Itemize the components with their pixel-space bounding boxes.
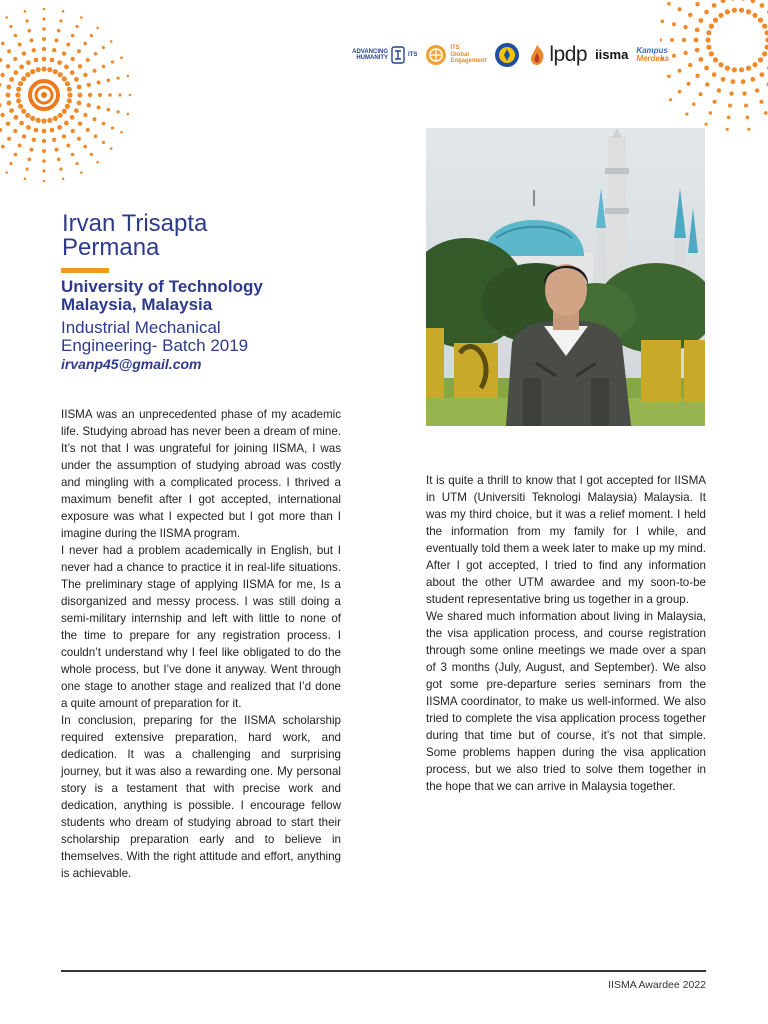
burst-dot — [19, 65, 24, 70]
burst-dot — [725, 66, 730, 71]
story-right-column — [426, 472, 706, 795]
burst-dot — [678, 7, 682, 11]
footer-divider — [61, 970, 706, 972]
burst-dot — [70, 70, 75, 75]
burst-dot — [709, 24, 714, 29]
burst-dot — [746, 66, 751, 71]
burst-dot — [25, 113, 30, 118]
burst-dot — [108, 93, 112, 97]
burst-dot — [78, 64, 82, 68]
name-line2: Permana — [62, 234, 160, 261]
burst-dot — [15, 92, 20, 97]
burst-dot — [93, 69, 97, 73]
burst-dot — [713, 18, 718, 23]
study-program — [61, 319, 361, 355]
story-paragraph: It is quite a thrill to know that I got accepted for IISMA in UTM (Universiti Teknologi Malaysia) Malaysia. It was my third choice, but it was a relief moment. I held the information from my family for I while, and eventually told them a week later to make up my mind. After I got accepted, I tried to find any information about the other UTM awardee and my soon-to-be student representative bring us together in a group. — [426, 474, 706, 606]
burst-dot — [71, 34, 75, 38]
its-emblem-icon — [391, 46, 405, 64]
awardee-photo — [426, 128, 705, 426]
burst-dot — [32, 138, 36, 142]
burst-dot — [721, 0, 726, 3]
burst-dot — [661, 20, 665, 24]
burst-core — [41, 92, 47, 98]
burst-dot — [50, 58, 55, 63]
burst-dot — [695, 28, 700, 33]
burst-dot — [744, 104, 748, 108]
burst-dot — [52, 48, 56, 52]
program-line1: Industrial Mechanical — [61, 318, 221, 337]
burst-dot — [117, 77, 120, 80]
burst-dot — [58, 72, 63, 77]
burst-dot — [712, 3, 717, 8]
burst-dot — [30, 38, 34, 42]
partner-logo-bar — [348, 38, 710, 72]
burst-dot — [24, 178, 27, 181]
burst-dot — [28, 29, 32, 33]
burst-dot — [42, 17, 45, 20]
burst-dot — [42, 27, 46, 31]
iisma-text: iisma — [595, 47, 629, 62]
story-paragraph: In conclusion, preparing for the IISMA scholarship required extensive preparation, hard work, and dedication. It was a challenging and surprising journey, but it was also a rewarding one. My personal story is a testament that with precise work and dedication, anything is possible. I encourage fellow students who dream of studying abroad to start their scholarship preparation early and to believe in themselves. With the right attitude and effort, anything is achievable. — [61, 714, 341, 880]
globe-icon — [425, 44, 447, 66]
burst-dot — [9, 77, 14, 82]
kampus-merdeka-logo — [636, 47, 668, 63]
burst-dot — [65, 81, 70, 86]
burst-dot — [74, 108, 79, 113]
burst-dot — [90, 153, 93, 156]
burst-dot — [75, 25, 78, 28]
merdeka-text: Merdeka — [636, 54, 669, 63]
burst-dot — [62, 76, 67, 81]
burst-dot — [83, 42, 87, 46]
burst-dot — [688, 13, 692, 17]
burst-dot — [80, 16, 83, 19]
burst-dot — [14, 153, 18, 157]
burst-dot — [57, 29, 61, 33]
university-line2: Malaysia, Malaysia — [61, 295, 213, 314]
burst-dot — [71, 129, 75, 133]
burst-dot — [760, 72, 765, 77]
burst-dot — [32, 48, 36, 52]
burst-dot — [729, 91, 733, 95]
burst-dot — [6, 122, 10, 126]
burst-dot — [30, 148, 34, 152]
burst-dot — [83, 113, 87, 117]
burst-dot — [66, 43, 70, 47]
burst-dot — [0, 73, 4, 77]
burst-dot — [22, 134, 26, 138]
burst-dot — [83, 73, 87, 77]
burst-dot — [41, 66, 46, 71]
burst-dot — [107, 79, 111, 83]
its-advancing-humanity-logo — [348, 46, 417, 64]
burst-dot — [94, 134, 98, 138]
burst-dot — [97, 81, 101, 85]
burst-dot — [18, 43, 22, 47]
burst-dot — [19, 121, 24, 126]
burst-dot — [9, 162, 12, 165]
burst-dot — [667, 74, 671, 78]
its-global-line3: Engagement — [450, 58, 487, 65]
burst-dot — [6, 64, 10, 68]
burst-dot — [14, 70, 19, 75]
burst-dot — [127, 75, 130, 78]
burst-dot — [9, 108, 14, 113]
burst-dot — [751, 0, 756, 3]
burst-dot — [47, 118, 52, 123]
burst-dot — [42, 159, 46, 163]
burst-dot — [42, 139, 46, 143]
burst-dot — [741, 79, 746, 84]
burst-dot — [25, 72, 30, 77]
burst-dot — [102, 46, 105, 49]
burst-dot — [87, 103, 91, 107]
burst-dot — [47, 67, 52, 72]
burst-dot — [762, 51, 767, 56]
burst-dot — [97, 106, 101, 110]
burst-dot — [53, 69, 58, 74]
burst-dot — [64, 121, 69, 126]
burst-dot — [667, 2, 671, 6]
burst-dot — [87, 83, 91, 87]
burst-dot — [705, 82, 709, 86]
burst-dot — [705, 123, 708, 126]
burst-dot — [751, 77, 756, 82]
burst-dot — [16, 87, 21, 92]
burst-dot — [762, 24, 767, 29]
burst-dot — [96, 161, 99, 164]
burst-dot — [78, 93, 83, 98]
burst-dot — [13, 129, 17, 133]
burst-dot — [0, 58, 2, 62]
burst-dot — [118, 93, 121, 96]
its-text: ITS — [408, 52, 418, 58]
burst-dot — [678, 90, 682, 94]
burst-dot — [55, 38, 59, 42]
burst-dot — [30, 116, 35, 121]
flame-icon — [528, 44, 546, 66]
email-address: irvanp45@gmail.com — [61, 356, 202, 372]
burst-dot — [59, 19, 62, 22]
burst-dot — [42, 37, 46, 41]
burst-dot — [687, 82, 691, 86]
burst-dot — [764, 111, 768, 115]
burst-dot — [746, 116, 750, 120]
kampus-text: Kampus — [636, 46, 668, 55]
lpdp-text: lpdp — [549, 43, 588, 66]
burst-dot — [67, 98, 72, 103]
burst-dot — [5, 171, 8, 174]
burst-dot — [74, 77, 79, 82]
burst-dot — [78, 122, 82, 126]
its-global-line1: ITS — [450, 45, 460, 52]
burst-dot — [752, 13, 757, 18]
burst-dot — [127, 113, 130, 116]
burst-dot — [77, 137, 81, 141]
burst-dot — [1, 145, 5, 149]
burst-dot — [62, 178, 65, 181]
burst-dot — [14, 34, 18, 38]
burst-dot — [706, 30, 711, 35]
burst-dot — [26, 19, 29, 22]
burst-dot — [0, 128, 2, 132]
burst-dot — [75, 162, 78, 165]
burst-dot — [71, 57, 75, 61]
burst-dot — [90, 34, 93, 37]
burst-dot — [704, 10, 709, 15]
burst-dot — [18, 81, 23, 86]
burst-dot — [759, 100, 763, 104]
burst-dot — [746, 9, 751, 14]
story-paragraph: IISMA was an unprecedented phase of my academic life. Studying abroad has never been a dream of mine. It’s not that I was ungrateful for joining IISMA, I was under the assumption of studying abroad was costly and mingling with a complicated process. I thrived a maximum benefit after I got accepted, international exposure was what I expected but I got more than I imagine during the IISMA program. — [61, 408, 341, 540]
burst-dot — [102, 122, 106, 126]
burst-dot — [52, 138, 56, 142]
burst-dot — [721, 77, 726, 82]
burst-dot — [709, 111, 713, 115]
story-paragraph: I never had a problem academically in English, but I never had a chance to practice it in real-life situations. The preliminary stage of applying IISMA for me, Is a disorganized and messy process. I was still doing a semi-military internship and left with little to none of the time to prepare for any registration process. I couldn’t understand why I feel like obligated to do the whole process, but I’ve done it anyway. Went through one stage to another stage and realized that I’d done a quite amount of preparation for it. — [61, 544, 341, 710]
burst-dot — [102, 65, 106, 69]
burst-dot — [26, 125, 31, 130]
burst-dot — [28, 158, 32, 162]
burst-dot — [30, 69, 35, 74]
burst-dot — [65, 104, 70, 109]
burst-dot — [0, 103, 1, 107]
burst-dot — [42, 47, 46, 51]
burst-dot — [695, 2, 699, 6]
burst-dot — [67, 87, 72, 92]
burst-dot — [129, 94, 132, 97]
burst-dot — [758, 57, 763, 62]
burst-dot — [718, 62, 723, 67]
burst-dot — [77, 101, 82, 106]
burst-dot — [731, 0, 736, 1]
burst-dot — [739, 8, 744, 13]
burst-dot — [747, 128, 750, 131]
burst-dot — [110, 147, 113, 150]
burst-dot — [26, 60, 31, 65]
burst-dot — [120, 56, 123, 59]
name-underline-bar — [61, 268, 109, 273]
burst-dot — [732, 8, 737, 13]
burst-dot — [742, 91, 746, 95]
burst-dot — [6, 85, 11, 90]
burst-dot — [14, 115, 19, 120]
burst-dot — [58, 113, 63, 118]
kemendikbud-seal-icon — [494, 42, 520, 68]
burst-dot — [111, 126, 114, 129]
burst-dot — [9, 25, 12, 28]
burst-dot — [713, 57, 718, 62]
burst-dot — [726, 128, 729, 131]
burst-dot — [120, 131, 123, 134]
burst-dot — [55, 148, 59, 152]
university-line1: University of Technology — [61, 277, 263, 296]
burst-dot — [110, 40, 113, 43]
burst-dot — [77, 49, 81, 53]
burst-dot — [102, 141, 105, 144]
burst-dot — [22, 51, 26, 55]
burst-dot — [765, 30, 768, 35]
burst-dot — [117, 110, 120, 113]
burst-dot — [34, 128, 39, 133]
burst-dot — [71, 153, 75, 157]
burst-dot — [50, 128, 55, 133]
burst-dot — [765, 45, 768, 50]
burst-dot — [752, 62, 757, 67]
burst-dot — [21, 76, 26, 81]
awardee-name — [62, 212, 362, 260]
burst-dot — [728, 104, 732, 108]
its-global-line2: Global — [450, 51, 470, 58]
burst-dot — [731, 79, 736, 84]
burst-dot — [698, 18, 703, 23]
burst-dot — [96, 27, 99, 30]
burst-dot — [42, 57, 47, 62]
burst-dot — [7, 137, 11, 141]
burst-dot — [718, 13, 723, 18]
burst-dot — [6, 101, 11, 106]
burst-dot — [18, 144, 22, 148]
burst-dot — [717, 88, 721, 92]
burst-dot — [699, 92, 703, 96]
burst-dot — [21, 109, 26, 114]
burst-dot — [683, 25, 687, 29]
burst-dot — [1, 42, 5, 46]
burst-dot — [88, 93, 92, 97]
burst-dot — [36, 118, 41, 123]
burst-dot — [43, 180, 46, 183]
burst-dot — [725, 9, 730, 14]
burst-dot — [62, 10, 65, 13]
story-paragraph: We shared much information about living in Malaysia, the visa application process, and course registration through some online meetings we made over a span of 3 months (July, August, and September). We also got some pre-departure series seminars from the IISMA coordinator, to make us well-informed. We also tried to complete the visa application process together during that time but of course, it’s not that simple. Some problems happen during the visa application process, but we also tried to solve them together in the hope that we can arrive in Malaysia together. — [426, 610, 706, 793]
university-name — [61, 278, 361, 314]
burst-dot — [18, 104, 23, 109]
its-global-engagement-logo — [425, 44, 486, 66]
iisma-logo — [595, 49, 628, 61]
burst-dot — [755, 88, 759, 92]
burst-dot — [36, 67, 41, 72]
burst-dot — [758, 18, 763, 23]
burst-dot — [70, 115, 75, 120]
name-line1: Irvan Trisapta — [62, 210, 208, 237]
burst-dot — [67, 92, 72, 97]
burst-dot — [695, 74, 699, 78]
burst-dot — [41, 118, 46, 123]
burst-dot — [672, 22, 676, 26]
burst-dot — [93, 117, 97, 121]
burst-dot — [0, 83, 1, 87]
burst-dot — [86, 128, 90, 132]
burst-dot — [86, 58, 90, 62]
burst-dot — [57, 158, 61, 162]
burst-dot — [26, 168, 29, 171]
burst-dot — [739, 67, 744, 72]
program-line2: Engineering- Batch 2019 — [61, 336, 249, 355]
burst-dot — [42, 129, 47, 134]
burst-dot — [669, 98, 672, 101]
burst-dot — [57, 125, 62, 130]
burst-dot — [94, 52, 98, 56]
burst-dot — [53, 116, 58, 121]
burst-dot — [6, 93, 11, 98]
burst-dot — [59, 168, 62, 171]
burst-dot — [62, 134, 66, 138]
burst-dot — [0, 113, 4, 117]
burst-dot — [107, 108, 111, 112]
burst-dot — [727, 116, 731, 120]
burst-dot — [712, 72, 717, 77]
burst-dot — [713, 100, 717, 104]
burst-dot — [64, 65, 69, 70]
burst-dot — [77, 85, 82, 90]
lpdp-logo — [528, 43, 587, 67]
burst-dot — [13, 57, 17, 61]
burst-dot — [24, 10, 27, 13]
burst-dot — [16, 98, 21, 103]
footer-label: IISMA Awardee 2022 — [608, 979, 706, 991]
burst-dot — [5, 16, 8, 19]
burst-dot — [111, 60, 114, 63]
story-left-column — [61, 406, 341, 882]
burst-dot — [62, 51, 66, 55]
burst-dot — [98, 93, 102, 97]
burst-dot — [57, 60, 62, 65]
burst-dot — [42, 169, 45, 172]
burst-dot — [34, 58, 39, 63]
burst-dot — [66, 144, 70, 148]
burst-dot — [732, 67, 737, 72]
burst-dot — [83, 145, 87, 149]
burst-dot — [80, 171, 83, 174]
sunburst-decoration-left — [0, 0, 150, 190]
burst-dot — [685, 113, 688, 116]
burst-dot — [741, 0, 746, 1]
burst-dot — [7, 49, 11, 53]
burst-dot — [760, 3, 765, 8]
burst-dot — [692, 102, 696, 106]
burst-dot — [43, 8, 46, 11]
advancing-humanity-text: ADVANCING HUMANITY — [352, 48, 388, 61]
burst-dot — [62, 109, 67, 114]
burst-dot — [42, 149, 46, 153]
